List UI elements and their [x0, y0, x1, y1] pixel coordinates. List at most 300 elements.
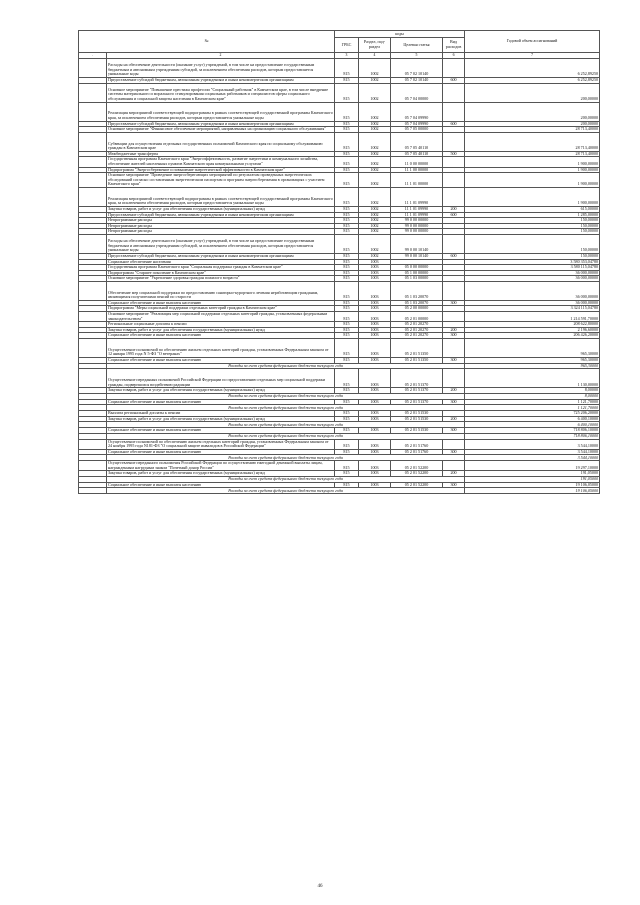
amount-cell: 965,30000 [465, 358, 600, 364]
target-article-cell: 11 1 01 09990 [391, 206, 443, 212]
amount-cell: 1 214 591,70000 [465, 312, 600, 322]
item-name-cell: Осуществление переданных полномочий Российской Федерации по предоставлению отдельных мер социальной поддержки граждан, подвергшихся воздействию радиации [107, 369, 335, 388]
item-name-cell: Социальное обеспечение и иные выплаты населению [107, 428, 335, 434]
item-name-cell: Субвенции для осуществления отдельных государственных полномочий Камчатского края по социальному обслуживанию граждан в Камчатском крае [107, 132, 335, 151]
amount-cell: 8,00000 [465, 394, 600, 400]
target-article-cell: 05 2 01 20270 [391, 327, 443, 333]
grbs-cell: 815 [335, 127, 359, 133]
funding-source-note: Расходы за счет средств федерального бюджета текущего года [107, 363, 465, 369]
razdel-cell: 1002 [359, 78, 391, 84]
item-name-cell: Государственная программа Камчатского края "Энергоэффективность, развитие энергетики и коммунального хозяйства, обеспечение жителей населенных пунктов Камчатского края коммунальными услугами" [107, 157, 335, 167]
target-article-cell: 05 7 04 09990 [391, 102, 443, 121]
expense-type-cell: 200 [443, 388, 465, 394]
amount-cell: 36 000,00000 [465, 281, 600, 300]
item-name-cell: Предоставление субсидий бюджетным, автономным учреждениям и иным некоммерческим организациям [107, 253, 335, 259]
expense-type-cell [443, 369, 465, 388]
razdel-cell: 1002 [359, 223, 391, 229]
razdel-cell: 1003 [359, 369, 391, 388]
item-name-cell: Основное мероприятие "Проведение энергосберегающих мероприятий по результатам проведенных энергетических обследований согласно составленным энергетическим паспортам и программ энергосбережения в организациях с участием Камчатского края" [107, 173, 335, 188]
amount-cell: 1 900,00000 [465, 157, 600, 167]
target-article-cell: 99 0 00 00000 [391, 218, 443, 224]
funding-source-note: Расходы за счет средств федерального бюджета текущего года [107, 476, 465, 482]
row-number-cell [79, 281, 107, 300]
target-article-cell: 05 2 01 51530 [391, 416, 443, 422]
amount-cell: 1 285,00000 [465, 212, 600, 218]
grbs-cell: 815 [335, 482, 359, 488]
target-article-cell: 11 1 00 00000 [391, 167, 443, 173]
expense-type-cell: 600 [443, 212, 465, 218]
amount-cell: 3 544,10000 [465, 439, 600, 449]
expense-type-cell [443, 83, 465, 102]
item-name-cell: Подпрограмма "Энергосбережение и повышение энергетической эффективности в Камчатском крае" [107, 167, 335, 173]
item-name-cell: Закупка товаров, работ и услуг для обеспечения государственных (муниципальных) нужд [107, 206, 335, 212]
razdel-cell: 1003 [359, 482, 391, 488]
row-number-cell [79, 339, 107, 358]
item-name-cell: Подпрограмма "Меры социальной поддержки отдельных категорий граждан в Камчатском крае" [107, 306, 335, 312]
expense-type-cell: 600 [443, 121, 465, 127]
razdel-cell: 1003 [359, 339, 391, 358]
grbs-cell: 815 [335, 157, 359, 167]
item-name-cell: Предоставление субсидий бюджетным, автономным учреждениям и иным некоммерческим организациям [107, 212, 335, 218]
grbs-cell: 815 [335, 270, 359, 276]
expense-type-cell: 200 [443, 206, 465, 212]
amount-cell: 6 252,89250 [465, 78, 600, 84]
target-article-cell: 05 2 01 51530 [391, 428, 443, 434]
item-name-cell: Социальное обеспечение и иные выплаты населению [107, 449, 335, 455]
grbs-cell: 815 [335, 253, 359, 259]
item-name-cell: Осуществление полномочий по обеспечению жильем отдельных категорий граждан, установленных Федеральным законом от 12 января 1995 года N 5-ФЗ "О ветеранах" [107, 339, 335, 358]
amount-cell: 3 580 115,04780 [465, 265, 600, 271]
expense-type-cell: 300 [443, 333, 465, 339]
item-name-cell: Выплата региональной доплаты к пенсии [107, 411, 335, 417]
col-number-5: 5 [391, 53, 443, 59]
target-article-cell: 11 1 01 09990 [391, 212, 443, 218]
amount-cell: 150,00000 [465, 218, 600, 224]
row-number-cell [79, 369, 107, 388]
target-article-cell: 05 2 01 52200 [391, 461, 443, 471]
target-article-cell: 05 7 05 00000 [391, 127, 443, 133]
expense-type-cell [443, 132, 465, 151]
grbs-cell: 815 [335, 102, 359, 121]
table-row [79, 102, 600, 121]
razdel-cell: 1003 [359, 265, 391, 271]
target-article-cell: 99 0 00 10140 [391, 234, 443, 253]
grbs-cell: 815 [335, 276, 359, 282]
table-row [79, 59, 600, 78]
grbs-cell: 815 [335, 259, 359, 265]
expense-type-cell: 200 [443, 471, 465, 477]
grbs-cell: 815 [335, 59, 359, 78]
table-body [79, 59, 600, 494]
target-article-cell: 11 1 01 00000 [391, 173, 443, 188]
amount-cell: 965,30000 [465, 339, 600, 358]
grbs-cell: 815 [335, 281, 359, 300]
razdel-cell: 1003 [359, 416, 391, 422]
target-article-cell: 05 1 00 00000 [391, 270, 443, 276]
item-name-cell: Непрограммные расходы [107, 218, 335, 224]
razdel-cell: 1002 [359, 132, 391, 151]
razdel-cell: 1003 [359, 322, 391, 328]
grbs-cell: 815 [335, 229, 359, 235]
col-number-7: 7 [465, 53, 600, 59]
target-article-cell: 99 0 00 00000 [391, 229, 443, 235]
funding-source-note: Расходы за счет средств федерального бюджета текущего года [107, 405, 465, 411]
amount-cell: 1 900,00000 [465, 187, 600, 206]
item-name-cell: Непрограммные расходы [107, 229, 335, 235]
amount-cell: 36 000,00000 [465, 300, 600, 306]
budget-table [78, 30, 600, 494]
razdel-cell: 1002 [359, 151, 391, 157]
expense-type-cell: 300 [443, 482, 465, 488]
grbs-cell: 815 [335, 173, 359, 188]
item-name-cell: Социальное обеспечение и иные выплаты населению [107, 482, 335, 488]
table-row [79, 132, 600, 151]
table-row [79, 234, 600, 253]
amount-cell: 200,00000 [465, 121, 600, 127]
table-row [79, 369, 600, 388]
grbs-cell: 815 [335, 439, 359, 449]
amount-cell: 718 806,10000 [465, 433, 600, 439]
amount-cell: 718 806,10000 [465, 428, 600, 434]
target-article-cell: 05 2 01 51370 [391, 388, 443, 394]
grbs-cell: 815 [335, 234, 359, 253]
razdel-cell: 1002 [359, 83, 391, 102]
grbs-cell: 815 [335, 151, 359, 157]
item-name-cell: Предоставление субсидий бюджетным, автономным учреждениям и иным некоммерческим организациям [107, 121, 335, 127]
amount-cell: 28 713,40000 [465, 132, 600, 151]
razdel-cell: 1003 [359, 333, 391, 339]
amount-cell: 191,05000 [465, 476, 600, 482]
grbs-cell: 815 [335, 300, 359, 306]
grbs-cell: 815 [335, 399, 359, 405]
expense-type-cell [443, 173, 465, 188]
expense-type-cell [443, 187, 465, 206]
target-article-cell: 05 2 01 52200 [391, 471, 443, 477]
row-number-cell [79, 234, 107, 253]
razdel-cell: 1002 [359, 157, 391, 167]
grbs-cell: 815 [335, 306, 359, 312]
item-name-cell: Социальное обеспечение и иные выплаты населению [107, 399, 335, 405]
amount-cell: 206 426,20000 [465, 333, 600, 339]
item-name-cell: Обеспечение мер социальной поддержки по предоставлению санаторно-курортного лечения неработающим гражданам, являющимся получателями пенсий по старости [107, 281, 335, 300]
grbs-cell: 815 [335, 218, 359, 224]
table-row [79, 187, 600, 206]
razdel-cell: 1002 [359, 206, 391, 212]
grbs-cell: 815 [335, 83, 359, 102]
grbs-cell: 815 [335, 339, 359, 358]
target-article-cell: 11 0 00 00000 [391, 157, 443, 167]
page-number: 46 [317, 884, 323, 889]
amount-cell: 36 000,00000 [465, 270, 600, 276]
header-amount: Годовой объем ассигнований [465, 31, 600, 53]
grbs-cell: 815 [335, 416, 359, 422]
item-name-cell: Государственная программа Камчатского края "Социальная поддержка граждан в Камчатском крае" [107, 265, 335, 271]
razdel-cell: 1003 [359, 327, 391, 333]
funding-source-note: Расходы за счет средств федерального бюджета текущего года [107, 422, 465, 428]
amount-cell: 1 121,70000 [465, 405, 600, 411]
razdel-cell: 1003 [359, 399, 391, 405]
grbs-cell: 815 [335, 206, 359, 212]
amount-cell: 208 622,80000 [465, 322, 600, 328]
razdel-cell: 1002 [359, 212, 391, 218]
table-row [79, 439, 600, 449]
amount-cell: 28 713,40000 [465, 151, 600, 157]
item-name-cell: Закупка товаров, работ и услуг для обеспечения государственных (муниципальных) нужд [107, 327, 335, 333]
target-article-cell: 05 2 01 51350 [391, 339, 443, 358]
razdel-cell: 1003 [359, 270, 391, 276]
table-row [79, 173, 600, 188]
target-article-cell: 05 2 01 51370 [391, 399, 443, 405]
razdel-cell: 1003 [359, 471, 391, 477]
amount-cell: 1 900,00000 [465, 167, 600, 173]
funding-source-note: Расходы за счет средств федерального бюджета текущего года [107, 455, 465, 461]
item-name-cell: Закупка товаров, работ и услуг для обеспечения государственных (муниципальных) нужд [107, 471, 335, 477]
grbs-cell: 815 [335, 388, 359, 394]
amount-cell: 3 324 115,04780 [465, 306, 600, 312]
expense-type-cell [443, 234, 465, 253]
grbs-cell: 815 [335, 428, 359, 434]
target-article-cell: 05 7 04 09990 [391, 121, 443, 127]
expense-type-cell [443, 59, 465, 78]
razdel-cell: 1002 [359, 234, 391, 253]
target-article-cell: 05 7 04 00000 [391, 83, 443, 102]
row-number-cell [79, 173, 107, 188]
amount-cell: 150,00000 [465, 234, 600, 253]
razdel-cell: 1002 [359, 121, 391, 127]
expense-type-cell: 200 [443, 327, 465, 333]
col-number-6: 6 [443, 53, 465, 59]
razdel-cell: 1002 [359, 102, 391, 121]
target-article-cell: 05 7 02 10140 [391, 78, 443, 84]
expense-type-cell [443, 439, 465, 449]
table-row [79, 461, 600, 471]
razdel-cell: 1002 [359, 187, 391, 206]
table-row [79, 339, 600, 358]
amount-cell: 1 900,00000 [465, 173, 600, 188]
razdel-cell: 1002 [359, 167, 391, 173]
grbs-cell: 815 [335, 223, 359, 229]
target-article-cell: 05 2 01 51530 [391, 411, 443, 417]
razdel-cell: 1003 [359, 259, 391, 265]
target-article-cell: 05 2 01 52200 [391, 482, 443, 488]
razdel-cell: 1003 [359, 439, 391, 449]
row-number-cell [79, 312, 107, 322]
item-name-cell: Расходы на обеспечение деятельности (оказание услуг) учреждений, в том числе на предоставление государственным бюджетным и автономным учреждениям субсидий, за исключением обеспечения расходов, которым предоставляется уникальные коды [107, 59, 335, 78]
grbs-cell: 815 [335, 212, 359, 218]
expense-type-cell [443, 339, 465, 358]
item-name-cell: Межбюджетные трансферты [107, 151, 335, 157]
amount-cell: 1 130,00000 [465, 369, 600, 388]
grbs-cell: 815 [335, 312, 359, 322]
table-row [79, 312, 600, 322]
expense-type-cell [443, 312, 465, 322]
grbs-cell: 815 [335, 411, 359, 417]
razdel-cell: 1003 [359, 300, 391, 306]
expense-type-cell: 500 [443, 151, 465, 157]
target-article-cell: 05 7 05 40110 [391, 132, 443, 151]
amount-cell: 8,00000 [465, 388, 600, 394]
expense-type-cell [443, 102, 465, 121]
razdel-cell: 1003 [359, 312, 391, 322]
amount-cell: 28 713,40000 [465, 127, 600, 133]
target-article-cell: 11 1 01 09990 [391, 187, 443, 206]
item-name-cell: Социальное обеспечение и иные выплаты населению [107, 333, 335, 339]
expense-type-cell: 300 [443, 449, 465, 455]
expense-type-cell: 300 [443, 428, 465, 434]
grbs-cell: 815 [335, 471, 359, 477]
item-name-cell: Осуществление полномочий по обеспечению жильем отдельных категорий граждан, установленных Федеральным законом от 24 ноября 1995 года N181-ФЗ "О социальной защите инвалидов в Российской Федерации" [107, 439, 335, 449]
table-row [79, 157, 600, 167]
item-name-cell: Подпрограмма "Старшее поколение в Камчатском крае" [107, 270, 335, 276]
expense-type-cell: 600 [443, 253, 465, 259]
item-name-cell: Основное мероприятие "Реализация мер социальной поддержки отдельных категорий граждан, установленных федеральным законодательством" [107, 312, 335, 322]
expense-type-cell [443, 157, 465, 167]
target-article-cell: 05 1 03 20070 [391, 300, 443, 306]
amount-cell: 6 252,89250 [465, 59, 600, 78]
item-name-cell: Социальное обеспечение и иные выплаты населению [107, 358, 335, 364]
row-number-cell [79, 132, 107, 151]
funding-source-note: Расходы за счет средств федерального бюджета текущего года [107, 394, 465, 400]
grbs-cell: 815 [335, 327, 359, 333]
item-name-cell: Закупка товаров, работ и услуг для обеспечения государственных (муниципальных) нужд [107, 416, 335, 422]
row-number-cell [79, 102, 107, 121]
item-name-cell: Основное мероприятие "Повышение престижа профессии "Социальный работник" в Камчатском крае, в том числе внедрение системы материального и морального стимулирования социальных работников и специалистов сферы социального обслуживания и социальной защиты населения в Камчатском крае" [107, 83, 335, 102]
grbs-cell: 815 [335, 449, 359, 455]
razdel-cell: 1003 [359, 428, 391, 434]
target-article-cell: 05 2 01 20270 [391, 333, 443, 339]
row-number-cell [79, 187, 107, 206]
header-number: № [79, 31, 335, 53]
amount-cell: 6 400,10000 [465, 422, 600, 428]
expense-type-cell: 300 [443, 358, 465, 364]
row-number-cell [79, 461, 107, 471]
row-number-cell [79, 83, 107, 102]
item-name-cell: Осуществление переданного полномочия Российской Федерации по осуществлению ежегодной денежной выплаты лицам, награжденным нагрудным знаком "Почетный донор России" [107, 461, 335, 471]
target-article-cell: 05 2 00 00000 [391, 306, 443, 312]
grbs-cell: 815 [335, 333, 359, 339]
header-grbs: ГРБС [335, 38, 359, 53]
razdel-cell: 1002 [359, 173, 391, 188]
expense-type-cell: 600 [443, 78, 465, 84]
col-number-4: 4 [359, 53, 391, 59]
razdel-cell: 1003 [359, 411, 391, 417]
funding-source-note: Расходы за счет средств федерального бюджета текущего года [107, 488, 465, 494]
row-number-cell [79, 488, 107, 494]
table-row [79, 83, 600, 102]
expense-type-cell [443, 461, 465, 471]
amount-cell: 3 544,10000 [465, 449, 600, 455]
item-name-cell: Региональные социальные доплаты к пенсии [107, 322, 335, 328]
razdel-cell: 1003 [359, 281, 391, 300]
razdel-cell: 1002 [359, 59, 391, 78]
target-article-cell: 05 1 03 00000 [391, 276, 443, 282]
razdel-cell: 1003 [359, 306, 391, 312]
item-name-cell: Социальное обеспечение и иные выплаты населению [107, 300, 335, 306]
target-article-cell: 05 1 03 20070 [391, 281, 443, 300]
col-number-2: 2 [107, 53, 335, 59]
expense-type-cell: 200 [443, 416, 465, 422]
razdel-cell: 1002 [359, 229, 391, 235]
razdel-cell: 1003 [359, 358, 391, 364]
grbs-cell: 815 [335, 358, 359, 364]
amount-cell: 150,00000 [465, 229, 600, 235]
amount-cell: 3 544,10000 [465, 455, 600, 461]
amount-cell: 2 196,60000 [465, 327, 600, 333]
razdel-cell: 1003 [359, 461, 391, 471]
amount-cell: 19 106,05000 [465, 482, 600, 488]
item-name-cell: Расходы на обеспечение деятельности (оказание услуг) учреждений, в том числе на предоставление государственным бюджетным и автономным учреждениям субсидий, за исключением обеспечения расходов, которым предоставляется уникальные коды [107, 234, 335, 253]
target-article-cell: 05 7 05 40110 [391, 151, 443, 157]
grbs-cell: 815 [335, 187, 359, 206]
target-article-cell: 05 7 02 10140 [391, 59, 443, 78]
expense-type-cell: 300 [443, 399, 465, 405]
grbs-cell: 815 [335, 78, 359, 84]
amount-cell: 19 297,10000 [465, 461, 600, 471]
grbs-cell: 815 [335, 167, 359, 173]
razdel-cell: 1003 [359, 449, 391, 455]
expense-type-cell: 300 [443, 300, 465, 306]
target-article-cell: 05 2 01 51760 [391, 449, 443, 455]
grbs-cell: 815 [335, 369, 359, 388]
amount-cell: 150,00000 [465, 253, 600, 259]
target-article-cell: 99 0 00 00000 [391, 223, 443, 229]
grbs-cell: 815 [335, 265, 359, 271]
funding-source-note: Расходы за счет средств федерального бюджета текущего года [107, 433, 465, 439]
item-name-cell: Непрограммные расходы [107, 223, 335, 229]
expense-type-cell [443, 281, 465, 300]
amount-cell: 965,30000 [465, 363, 600, 369]
budget-sheet [78, 30, 599, 494]
item-name-cell: Реализация мероприятий соответствующей подпрограммы в рамках соответствующей государственной программы Камчатского края, за исключением обеспечения расходов, которым предоставляется уникальные коды [107, 187, 335, 206]
row-number-cell [79, 59, 107, 78]
amount-cell: 19 106,05000 [465, 488, 600, 494]
item-name-cell: Основное мероприятие "Укрепление здоровья граждан пожилого возраста" [107, 276, 335, 282]
grbs-cell: 815 [335, 461, 359, 471]
amount-cell: 6 400,10000 [465, 416, 600, 422]
col-number-1: . [79, 53, 107, 59]
grbs-cell: 815 [335, 121, 359, 127]
header-codes: коды [335, 31, 465, 38]
item-name-cell: Социальное обеспечение населения [107, 259, 335, 265]
amount-cell: 150,00000 [465, 223, 600, 229]
table-row [79, 488, 600, 494]
razdel-cell: 1002 [359, 253, 391, 259]
target-article-cell: 05 0 00 00000 [391, 265, 443, 271]
target-article-cell: 99 0 00 10140 [391, 253, 443, 259]
header-expense-type: Вид расходов [443, 38, 465, 53]
item-name-cell: Закупка товаров, работ и услуг для обеспечения государственных (муниципальных) нужд [107, 388, 335, 394]
item-name-cell: Основное мероприятие "Финансовое обеспечение мероприятий, направленных на организацию социального обслуживания" [107, 127, 335, 133]
target-article-cell: 05 2 01 51760 [391, 439, 443, 449]
table-row [79, 281, 600, 300]
target-article-cell: 05 2 01 51350 [391, 358, 443, 364]
amount-cell: 36 000,00000 [465, 276, 600, 282]
header-razdel: Раздел, под-раздел [359, 38, 391, 53]
col-number-3: 3 [335, 53, 359, 59]
row-number-cell [79, 157, 107, 167]
amount-cell: 725 206,20000 [465, 411, 600, 417]
amount-cell: 191,05000 [465, 471, 600, 477]
row-number-cell [79, 439, 107, 449]
razdel-cell: 1002 [359, 218, 391, 224]
amount-cell: 3 580 353,04780 [465, 259, 600, 265]
amount-cell: 200,00000 [465, 83, 600, 102]
amount-cell: 200,00000 [465, 102, 600, 121]
header-target-article: Целевая статья [391, 38, 443, 53]
grbs-cell: 815 [335, 132, 359, 151]
razdel-cell: 1002 [359, 127, 391, 133]
target-article-cell: 05 2 01 00000 [391, 312, 443, 322]
